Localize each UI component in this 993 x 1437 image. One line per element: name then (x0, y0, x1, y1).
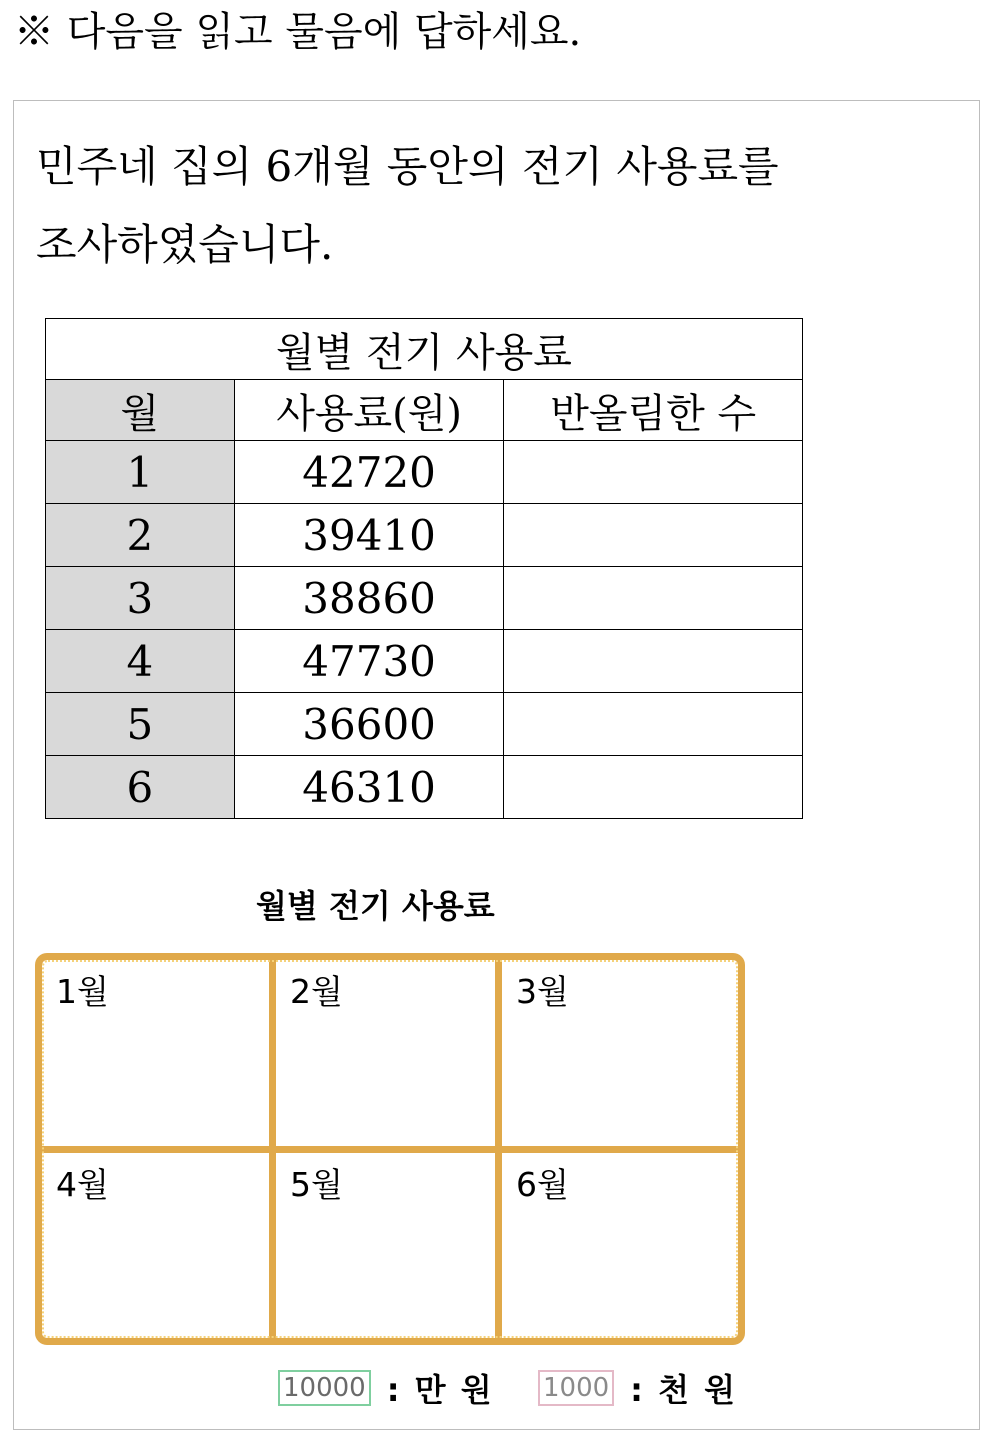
fee-cell: 39410 (234, 504, 504, 567)
legend-ten-thousand (278, 1368, 494, 1408)
token-10000[interactable]: 10000 (278, 1370, 371, 1406)
board-cell-label: 5월 (290, 1165, 343, 1204)
token-1000[interactable]: 1000 (538, 1370, 614, 1406)
rounded-cell[interactable] (504, 630, 803, 693)
table-row (46, 504, 803, 567)
table-row (46, 630, 803, 693)
table-row (46, 441, 803, 504)
fee-cell: 46310 (234, 756, 504, 819)
table-row (46, 756, 803, 819)
month-cell: 5 (46, 693, 235, 756)
table-title: 월별 전기 사용료 (46, 319, 803, 380)
fee-cell: 36600 (234, 693, 504, 756)
header-fee: 사용료(원) (234, 380, 504, 441)
board-cell-mar[interactable] (502, 960, 738, 1153)
table-row (46, 693, 803, 756)
usage-table (45, 318, 803, 819)
board-cell-may[interactable] (276, 1153, 502, 1338)
rounded-cell[interactable] (504, 567, 803, 630)
rounded-cell[interactable] (504, 756, 803, 819)
legend-meaning: : 천 원 (630, 1371, 738, 1409)
legend-thousand (538, 1368, 737, 1408)
fee-cell: 38860 (234, 567, 504, 630)
rounded-cell[interactable] (504, 504, 803, 567)
board-title: 월별 전기 사용료 (256, 887, 495, 925)
rounded-cell[interactable] (504, 693, 803, 756)
month-board (35, 953, 745, 1345)
month-cell: 4 (46, 630, 235, 693)
table-header-row (46, 380, 803, 441)
legend-meaning: : 만 원 (386, 1371, 494, 1409)
rounded-cell[interactable] (504, 441, 803, 504)
intro-line-2: 조사하였습니다. (36, 220, 334, 269)
month-cell: 1 (46, 441, 235, 504)
instruction-text: ※ 다음을 읽고 물음에 답하세요. (14, 9, 582, 55)
fee-cell: 47730 (234, 630, 504, 693)
header-month: 월 (46, 380, 235, 441)
board-cell-label: 3월 (516, 972, 569, 1011)
table-title-row (46, 319, 803, 380)
board-cell-label: 2월 (290, 972, 343, 1011)
month-cell: 6 (46, 756, 235, 819)
table-row (46, 567, 803, 630)
board-cell-label: 1월 (56, 972, 109, 1011)
board-cell-apr[interactable] (42, 1153, 276, 1338)
board-cell-jun[interactable] (502, 1153, 738, 1338)
fee-cell: 42720 (234, 441, 504, 504)
board-cell-feb[interactable] (276, 960, 502, 1153)
month-cell: 2 (46, 504, 235, 567)
board-cell-jan[interactable] (42, 960, 276, 1153)
header-rounded: 반올림한 수 (504, 380, 803, 441)
board-cell-label: 4월 (56, 1165, 109, 1204)
board-cell-label: 6월 (516, 1165, 569, 1204)
month-cell: 3 (46, 567, 235, 630)
intro-line-1: 민주네 집의 6개월 동안의 전기 사용료를 (36, 142, 779, 191)
intro-paragraph (36, 128, 936, 284)
